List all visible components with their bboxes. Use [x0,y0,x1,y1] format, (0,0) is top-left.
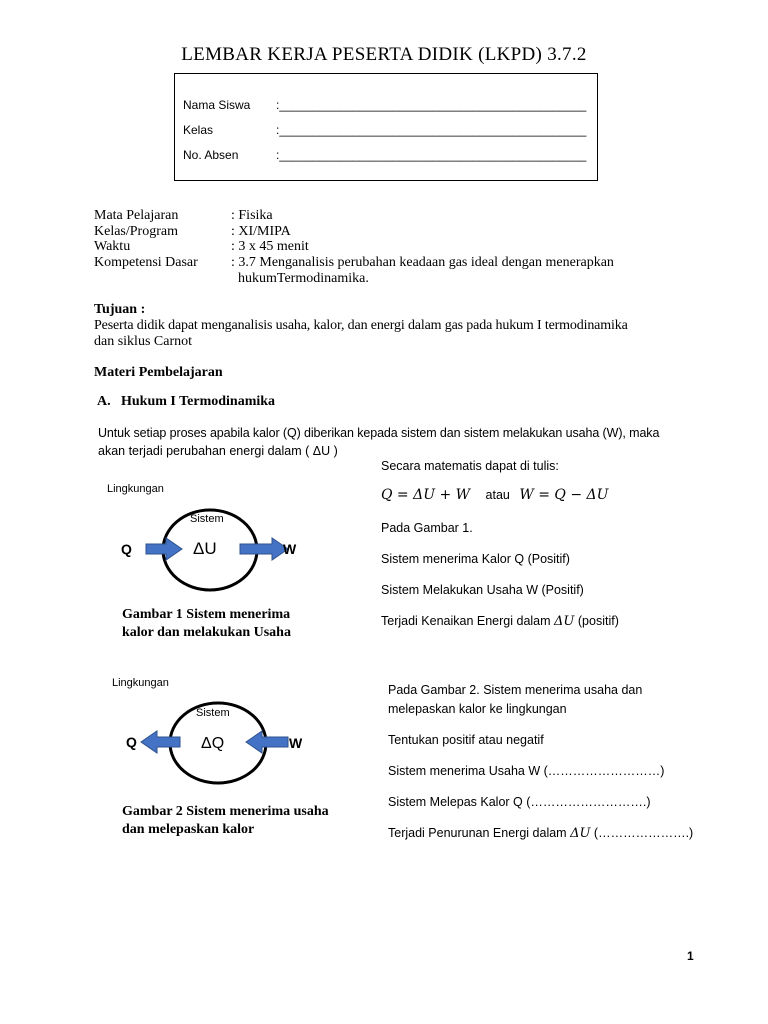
figure-1-diagram [100,478,340,608]
formula-separator: atau [485,488,510,502]
fig2-q-label: Q [126,734,137,750]
name-label: Nama Siswa [183,98,251,112]
class-label: Kelas [183,123,214,137]
info-value-subject: : Fisika [231,208,273,223]
fig2-statement-3-symbol: ΔU [570,826,591,841]
pada-gambar-2-line-1: Pada Gambar 2. Sistem menerima usaha dan [388,683,643,697]
name-field[interactable]: :______________________________________________ [276,98,587,112]
info-value-class: : XI/MIPA [231,224,291,239]
fig1-q-label: Q [121,541,132,557]
fig1-env-label: Lingkungan [107,483,164,495]
fig1-system-label: Sistem [190,513,224,525]
tujuan-text-1: Peserta didik dapat menganalisis usaha, kalor, dan energi dalam gas pada hukum I termodinamika [94,318,628,333]
fig1-statement-1: Sistem menerima Kalor Q (Positif) [381,552,570,566]
fig2-answer-work[interactable]: Sistem menerima Usaha W (………………………) [388,764,665,778]
formula-1: Q = ΔU + W [381,487,471,503]
info-label-class: Kelas/Program [94,224,178,239]
intro-text-1: Untuk setiap proses apabila kalor (Q) diberikan kepada sistem dan sistem melakukan usaha (W), maka [98,426,660,440]
fig1-statement-3 [381,614,619,629]
info-label-time: Waktu [94,239,131,254]
info-value-competency: : 3.7 Menganalisis perubahan keadaan gas ideal dengan menerapkan [231,255,614,270]
fig1-delta-u-label: ΔU [193,539,217,558]
fig2-work-in-arrow [246,731,288,753]
materi-sub-letter: A. [97,394,111,409]
fig2-system-label: Sistem [196,707,230,719]
fig2-statement-3-pre: Terjadi Penurunan Energi dalam [388,826,567,840]
fig1-statement-2: Sistem Melakukan Usaha W (Positif) [381,583,584,597]
math-intro: Secara matematis dapat di tulis: [381,459,559,473]
page-number: 1 [687,949,694,963]
fig2-answer-heat[interactable]: Sistem Melepas Kalor Q (……………………….) [388,795,651,809]
fig1-w-label: W [283,541,297,557]
task-instruction: Tentukan positif atau negatif [388,733,544,747]
fig1-statement-3-symbol: ΔU [554,614,575,629]
figure-2-caption-2: dan melepaskan kalor [122,822,255,837]
pada-gambar-1: Pada Gambar 1. [381,521,473,535]
page-title: LEMBAR KERJA PESERTA DIDIK (LKPD) 3.7.2 [181,44,587,65]
fig2-answer-energy[interactable] [388,826,693,841]
class-field[interactable]: :______________________________________________ [276,123,587,137]
info-value-competency-cont: hukumTermodinamika. [238,271,369,286]
fig2-w-label: W [289,735,303,751]
figure-1-caption-1: Gambar 1 Sistem menerima [122,607,291,622]
fig1-work-out-arrow [240,538,288,560]
figure-2-diagram [100,672,340,802]
fig2-env-label: Lingkungan [112,677,169,689]
formula-row [381,487,608,504]
figure-1-caption-2: kalor dan melakukan Usaha [122,625,291,640]
fig2-heat-out-arrow [141,731,180,753]
materi-heading: Materi Pembelajaran [94,365,223,380]
intro-text-2: akan terjadi perubahan energi dalam ( ΔU ) [98,444,338,458]
materi-sub-heading: Hukum I Termodinamika [121,394,276,409]
absen-field[interactable]: :______________________________________________ [276,148,587,162]
fig2-delta-q-label: ΔQ [201,735,225,752]
figure-2-caption-1: Gambar 2 Sistem menerima usaha [122,804,329,819]
absen-label: No. Absen [183,148,239,162]
info-label-subject: Mata Pelajaran [94,208,179,223]
info-value-time: : 3 x 45 menit [231,239,309,254]
info-label-competency: Kompetensi Dasar [94,255,198,270]
formula-2: W = Q − ΔU [519,487,609,503]
tujuan-text-2: dan siklus Carnot [94,334,192,349]
fig2-statement-3-post: (………………….) [593,826,694,840]
fig1-statement-3-pre: Terjadi Kenaikan Energi dalam [381,614,551,628]
tujuan-heading: Tujuan : [94,302,146,317]
fig1-statement-3-post: (positif) [577,614,619,628]
pada-gambar-2-line-2: melepaskan kalor ke lingkungan [388,702,567,716]
